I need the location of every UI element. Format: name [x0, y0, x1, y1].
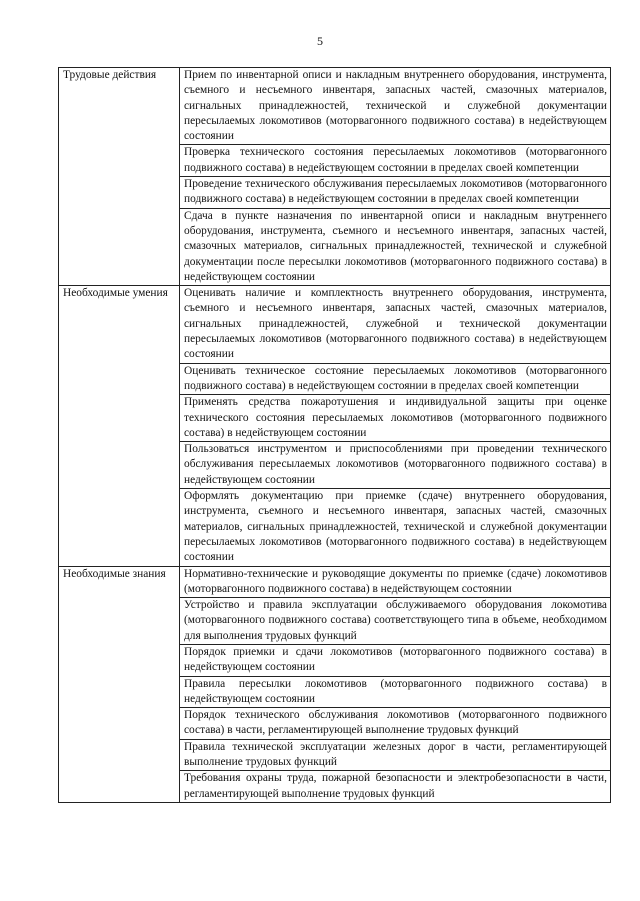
table-cell: Требования охраны труда, пожарной безопасности и электробезопасности в части, регламентирующей выполнение трудовых функций: [180, 771, 611, 803]
section-label-required-knowledge: Необходимые знания: [59, 566, 180, 802]
table-cell: Нормативно-технические и руководящие документы по приемке (сдаче) локомотивов (моторвагонного подвижного состава) в недействующем состоянии: [180, 566, 611, 598]
section-label-labor-actions: Трудовые действия: [59, 68, 180, 286]
page-number: 5: [317, 34, 323, 48]
table-cell: Сдача в пункте назначения по инвентарной описи и накладным внутреннего оборудования, инструмента, съемного и несъемного инвентаря, запасных частей, смазочных материалов, сигнальных принадлежностей, технической и служебной документации после пересылки локомотивов (моторвагонного подвижного состава) в недействующем состоянии: [180, 208, 611, 285]
table-cell: Проведение технического обслуживания пересылаемых локомотивов (моторвагонного подвижного состава) в недействующем состоянии в пределах своей компетенции: [180, 177, 611, 209]
table-row: [59, 566, 611, 598]
table-cell: Оценивать наличие и комплектность внутреннего оборудования, инструмента, съемного и несъемного инвентаря, запасных частей, смазочных материалов, сигнальных принадлежностей, служебной и технической документации пересылаемых локомотивов (моторвагонного подвижного состава) в недействующем состоянии: [180, 286, 611, 363]
table-cell: Пользоваться инструментом и приспособлениями при проведении технического обслуживания пересылаемых локомотивов (моторвагонного подвижного состава) в недействующем состоянии: [180, 442, 611, 489]
table-cell: Оформлять документацию при приемке (сдаче) внутреннего оборудования, инструмента, съемного и несъемного инвентаря, запасных частей, смазочных материалов, сигнальных принадлежностей, технической и служебной документации пересылаемых локомотивов (моторвагонного подвижного состава) в недействующем состоянии: [180, 489, 611, 566]
table-cell: Правила пересылки локомотивов (моторвагонного подвижного состава) в недействующем состоянии: [180, 676, 611, 708]
table-cell: Порядок приемки и сдачи локомотивов (моторвагонного подвижного состава) в недействующем состоянии: [180, 644, 611, 676]
table-row: [59, 68, 611, 145]
table-cell: Прием по инвентарной описи и накладным внутреннего оборудования, инструмента, съемного и несъемного инвентаря, запасных частей, смазочных материалов, сигнальных принадлежностей, технической и служебной документации пересылаемых локомотивов (моторвагонного подвижного состава) в недействующем состоянии: [180, 68, 611, 145]
section-label-required-skills: Необходимые умения: [59, 286, 180, 566]
table-cell: Применять средства пожаротушения и индивидуальной защиты при оценке технического состояния пересылаемых локомотивов (моторвагонного подвижного состава) в недействующем состоянии: [180, 395, 611, 442]
table-row: [59, 286, 611, 363]
table-cell: Устройство и правила эксплуатации обслуживаемого оборудования локомотива (моторвагонного подвижного состава) соответствующего типа в объеме, необходимом для выполнения трудовых функций: [180, 598, 611, 645]
table-cell: Правила технической эксплуатации железных дорог в части, регламентирующей выполнение трудовых функций: [180, 739, 611, 771]
table-cell: Порядок технического обслуживания локомотивов (моторвагонного подвижного состава) в части, регламентирующей выполнение трудовых функций: [180, 708, 611, 740]
table-cell: Оценивать техническое состояние пересылаемых локомотивов (моторвагонного подвижного состава) в недействующем состоянии в пределах своей компетенции: [180, 363, 611, 395]
professional-standard-table: [58, 67, 611, 803]
table-cell: Проверка технического состояния пересылаемых локомотивов (моторвагонного подвижного состава) в недействующем состоянии в пределах своей компетенции: [180, 145, 611, 177]
